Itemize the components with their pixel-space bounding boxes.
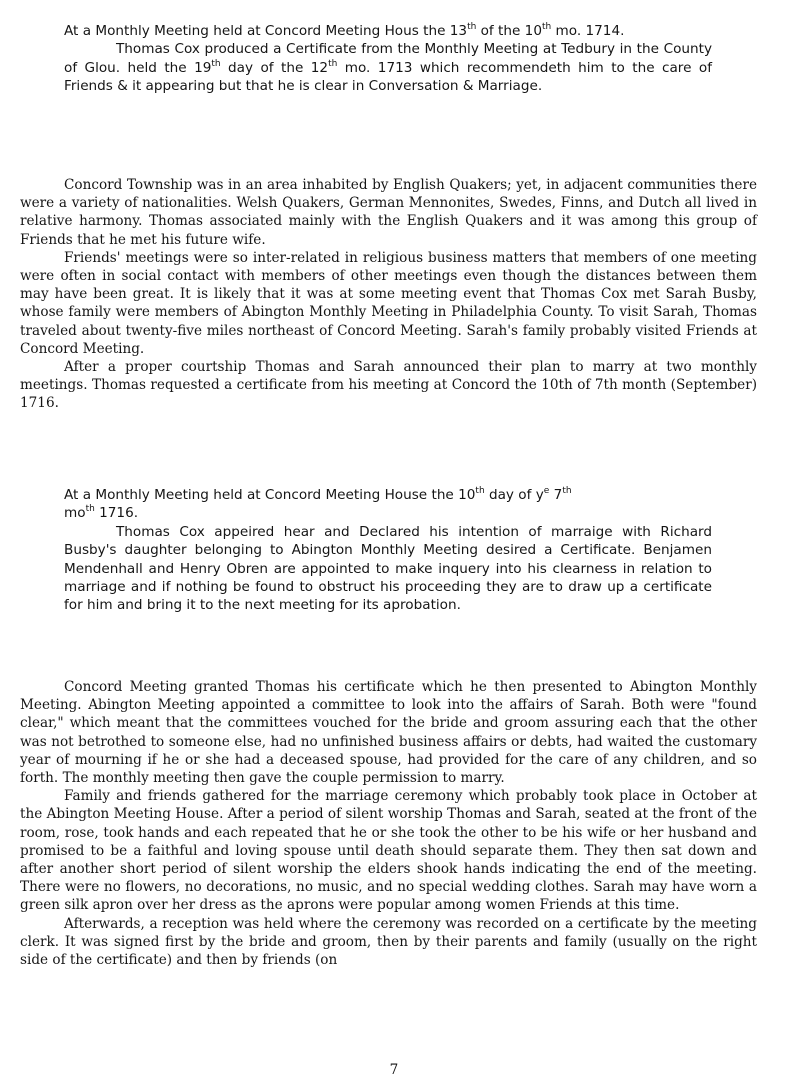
minutes-body-1716: Thomas Cox appeired hear and Declared his intention of marraige with Richard Busby's daughter belonging to Abington Monthly Meeting desired a Certificate. Benjamen Mendenhall and Henry Obren are appointed to make inquery into his clearness in relation to marriage and if nothing be found to obstruct his proceeding they are to draw up a certificate for him and bring it to the next meeting for its aprobation.: [64, 523, 712, 614]
narrative-section-1: [20, 176, 757, 413]
superscript: th: [467, 22, 477, 32]
minutes-heading-text: At a Monthly Meeting held at Concord Meeting House the 10: [64, 487, 476, 503]
paragraph: Concord Meeting granted Thomas his certificate which he then presented to Abington Monthly Meeting. Abington Meeting appointed a committee to look into the affairs of Sarah. Both were "found clear," which meant that the committees vouched for the bride and groom assuring each that the other was not betrothed to someone else, had no unfinished business affairs or debts, had waited the customary year of mourning if he or she had a deceased spouse, had provided for the care of any children, and so forth. The monthly meeting then gave the couple permission to marry.: [20, 679, 757, 787]
minutes-heading-text: 1716.: [94, 505, 139, 522]
superscript: e: [543, 486, 550, 496]
superscript: th: [562, 486, 572, 496]
minutes-body-1714: [64, 40, 712, 95]
minutes-heading-text: 7: [549, 487, 563, 503]
superscript: th: [211, 58, 221, 69]
superscript: th: [475, 486, 485, 496]
paragraph: Concord Township was in an area inhabited by English Quakers; yet, in adjacent communities there were a variety of nationalities. Welsh Quakers, German Mennonites, Swedes, Finns, and Dutch all lived in relative harmony. Thomas associated mainly with the English Quakers and it was among this group of Friends that he met his future wife.: [20, 177, 757, 248]
minutes-body-text: Thomas Cox produced a Certificate from the Monthly Meeting at Tedbury in the County of Glou. held the 19: [64, 41, 712, 76]
minutes-heading-text: mo: [64, 505, 86, 522]
page-number: 7: [389, 1062, 399, 1078]
minutes-body-text: mo. 1713 which recommendeth him to the care of Friends & it appearing but that he is clear in Conversation & Marriage.: [64, 59, 712, 95]
minutes-heading-text: of the 10: [476, 23, 542, 39]
minutes-excerpt-1716: [64, 486, 712, 615]
minutes-heading-1716: [64, 486, 712, 523]
minutes-heading-text: At a Monthly Meeting held at Concord Meeting Hous the 13: [64, 23, 468, 39]
paragraph: Family and friends gathered for the marriage ceremony which probably took place in October at the Abington Meeting House. After a period of silent worship Thomas and Sarah, seated at the front of the room, rose, took hands and each repeated that he or she took the other to be his wife or her husband and promised to be a faithful and loving spouse until death should separate them. They then sat down and after another short period of silent worship the elders shook hands indicating the end of the meeting. There were no flowers, no decorations, no music, and no special wedding clothes. Sarah may have worn a green silk apron over her dress as the aprons were popular among women Friends at this time.: [20, 788, 757, 914]
minutes-heading-1714: [64, 22, 712, 40]
superscript: th: [85, 504, 95, 515]
minutes-body-text: day of the 12: [220, 59, 329, 76]
paragraph: After a proper courtship Thomas and Sarah announced their plan to marry at two monthly meetings. Thomas requested a certificate from his meeting at Concord the 10th of 7th month (September) 1716.: [20, 359, 757, 412]
superscript: th: [328, 58, 338, 69]
paragraph: Friends' meetings were so inter-related in religious business matters that members of one meeting were often in social contact with members of other meetings even though the distances between them may have been great. It is likely that it was at some meeting event that Thomas Cox met Sarah Busby, whose family were members of Abington Monthly Meeting in Philadelphia County. To visit Sarah, Thomas traveled about twenty-five miles northeast of Concord Meeting. Sarah's family probably visited Friends at Concord Meeting.: [20, 249, 757, 357]
paragraph: Afterwards, a reception was held where the ceremony was recorded on a certificate by the meeting clerk. It was signed first by the bride and groom, then by their parents and family (usually on the right side of the certificate) and then by friends (on: [20, 915, 757, 969]
narrative-section-2: [20, 678, 757, 969]
minutes-heading-text: mo. 1714.: [551, 23, 625, 39]
minutes-heading-text: day of y: [484, 487, 544, 503]
superscript: th: [541, 22, 552, 32]
minutes-excerpt-1714: [64, 22, 712, 96]
